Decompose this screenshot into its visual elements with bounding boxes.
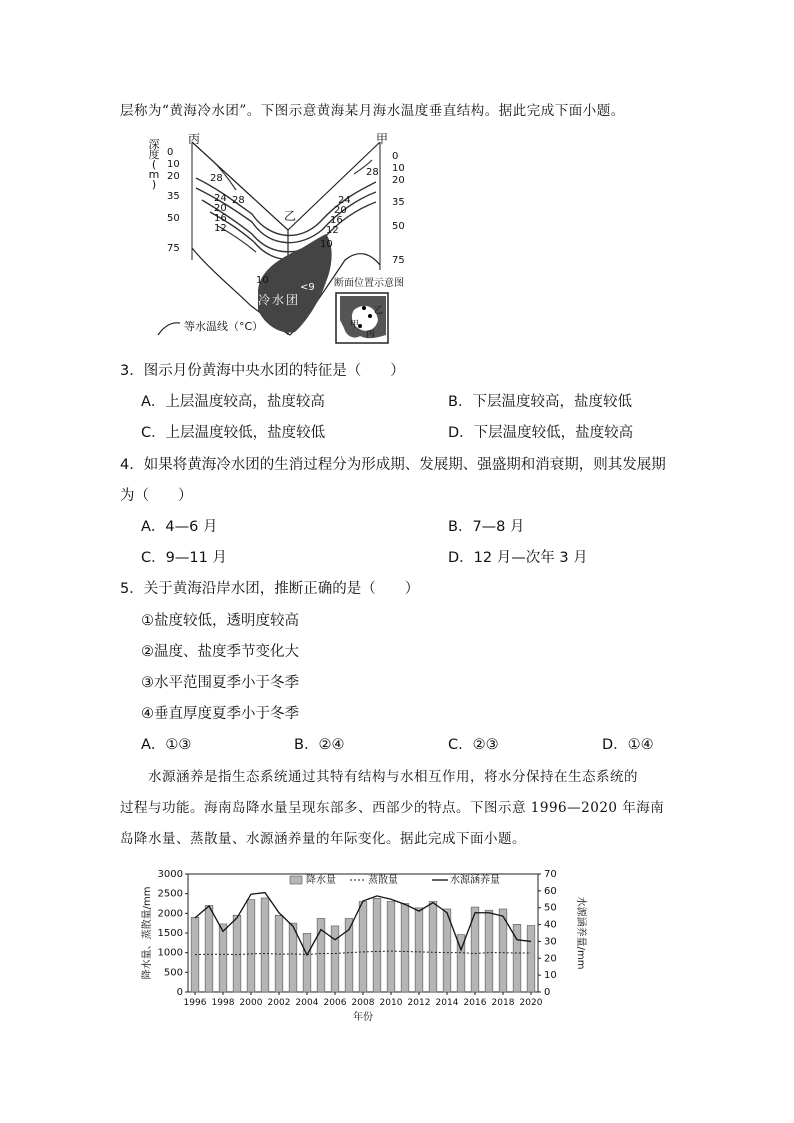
x-tick-label: 2008	[351, 998, 375, 1008]
y-tick-label: 500	[163, 967, 183, 979]
precipitation-bar	[429, 902, 437, 992]
intro-text-1: 层称为“黄海冷水团”。下图示意黄海某月海水温度垂直结构。据此完成下面小题。	[120, 103, 625, 119]
precipitation-bar	[331, 926, 339, 992]
question-4-stem-cont: 为（ ）	[120, 488, 193, 504]
y-tick-label: 1500	[157, 928, 183, 939]
precipitation-bar	[387, 902, 395, 992]
question-5-statement-3: ③水平范围夏季小于冬季	[141, 675, 299, 691]
intro-text-2-line-3: 岛降水量、蒸散量、水源涵养量的年际变化。据此完成下面小题。	[120, 831, 526, 847]
precipitation-bar	[359, 902, 367, 992]
depth-tick-right: 10	[392, 163, 405, 174]
question-5-statement-2: ②温度、盐度季节变化大	[141, 644, 299, 660]
legend-label-evapotranspiration: 蒸散量	[368, 875, 398, 886]
isotherm-label: 12	[214, 223, 227, 234]
question-4-stem: 4．如果将黄海冷水团的生消过程分为形成期、发展期、强盛期和消衰期，则其发展期	[120, 457, 666, 473]
chart-svg	[138, 862, 588, 1022]
precipitation-bar	[527, 926, 535, 992]
y2-tick-label: 0	[544, 987, 551, 998]
precipitation-bar	[401, 904, 409, 993]
precipitation-bar	[247, 900, 255, 992]
depth-tick-left: 10	[167, 159, 180, 170]
y-tick-label: 2000	[157, 908, 183, 920]
x-tick-label: 2012	[407, 998, 431, 1008]
question-3-option-d[interactable]: D．下层温度较低，盐度较高	[448, 425, 634, 441]
y2-tick-label: 20	[544, 953, 557, 965]
depth-tick-right: 50	[392, 221, 405, 232]
depth-tick-left: 75	[167, 243, 180, 254]
y2-axis-title: 水源涵养量/mm	[575, 896, 586, 970]
question-3-stem: 3．图示月份黄海中央水团的特征是（ ）	[120, 363, 405, 379]
question-3-option-b[interactable]: B．下层温度较高，盐度较低	[448, 394, 632, 410]
precipitation-bar	[373, 898, 381, 992]
legend-label-water-conservation: 水源涵养量	[450, 875, 500, 886]
depth-tick-right: 20	[392, 175, 405, 186]
question-4-option-d[interactable]: D．12 月—次年 3 月	[448, 550, 588, 566]
precipitation-bar	[219, 924, 227, 992]
inset-label: 乙	[374, 306, 384, 316]
isotherm-label: 10	[320, 239, 333, 250]
intro-text-2-line-2: 过程与功能。海南岛降水量呈现东部多、西部少的特点。下图示意 1996—2020 年海南	[120, 800, 665, 816]
cold-water-mass-label: 冷水团	[258, 293, 301, 307]
x-tick-label: 2016	[463, 998, 487, 1008]
y-tick-label: 3000	[157, 869, 183, 880]
question-5-statement-1: ①盐度较低，透明度较高	[141, 613, 299, 629]
precipitation-bar	[289, 923, 297, 992]
inset-label: 丙	[366, 330, 376, 340]
x-tick-label: 1996	[183, 998, 207, 1008]
intro-text-2-line-1: 水源涵养是指生态系统通过其特有结构与水相互作用，将水分保持在生态系统的	[148, 769, 638, 785]
isotherm-legend-label: 等水温线（°C）	[184, 320, 264, 333]
question-5-option-a[interactable]: A．①③	[141, 737, 192, 753]
depth-tick-right: 75	[392, 255, 405, 266]
isotherm-label: 20	[334, 205, 347, 216]
question-4-option-b[interactable]: B．7—8 月	[448, 519, 525, 535]
isotherm-label: 24	[214, 193, 227, 204]
cold-water-mass-value: <9	[300, 282, 315, 293]
x-tick-label: 2004	[295, 998, 319, 1008]
depth-tick-left: 50	[167, 213, 180, 224]
question-3-option-c[interactable]: C．上层温度较低，盐度较低	[141, 425, 326, 441]
depth-tick-left: 0	[167, 147, 174, 158]
depth-axis-title: 深 度 ( m )	[148, 138, 160, 191]
x-axis-title: 年份	[353, 1012, 373, 1022]
x-tick-label: 2014	[435, 998, 459, 1008]
y-tick-label: 1000	[157, 947, 183, 959]
question-4-option-a[interactable]: A．4—6 月	[141, 519, 218, 535]
y2-tick-label: 30	[544, 936, 557, 948]
x-tick-label: 2002	[267, 998, 291, 1008]
precipitation-bar	[261, 898, 269, 992]
question-5-option-c[interactable]: C．②③	[448, 737, 499, 753]
question-4-option-c[interactable]: C．9—11 月	[141, 550, 227, 566]
x-tick-label: 2006	[323, 998, 347, 1008]
y2-tick-label: 70	[544, 869, 557, 880]
isotherm-label: 28	[232, 195, 245, 206]
corner-label-yi: 乙	[284, 209, 297, 223]
question-5-statement-4: ④垂直厚度夏季小于冬季	[141, 706, 299, 722]
y-tick-label: 0	[176, 987, 183, 998]
hainan-water-chart	[138, 862, 588, 1022]
isotherm-label: 28	[366, 167, 379, 178]
isotherm-label: 16	[330, 215, 343, 226]
depth-tick-left: 35	[167, 191, 180, 202]
legend-swatch-precipitation	[290, 876, 302, 884]
corner-label-jia: 甲	[376, 132, 389, 146]
isotherm-label: 16	[214, 213, 227, 224]
isotherm-label: 12	[326, 225, 339, 236]
inset-map-title: 断面位置示意图	[334, 278, 404, 289]
y2-tick-label: 10	[544, 970, 557, 982]
precipitation-bar	[303, 933, 311, 992]
isotherm-label: 10	[256, 275, 269, 286]
inset-label: 甲	[350, 320, 360, 330]
question-3-option-a[interactable]: A．上层温度较高，盐度较高	[141, 394, 325, 410]
y-axis-title: 降水量、蒸散量/mm	[142, 886, 153, 980]
x-tick-label: 2000	[239, 998, 263, 1008]
y-tick-label: 2500	[157, 888, 183, 900]
x-tick-label: 2018	[491, 998, 515, 1008]
x-tick-label: 2020	[519, 998, 543, 1008]
precipitation-bar	[233, 915, 241, 992]
y2-tick-label: 40	[544, 919, 557, 931]
depth-tick-left: 20	[167, 171, 180, 182]
y2-tick-label: 50	[544, 902, 557, 914]
figure-temperature-section	[140, 130, 430, 345]
isotherm-label: 28	[210, 173, 223, 184]
y2-tick-label: 60	[544, 885, 557, 897]
isotherm-label: 24	[338, 195, 351, 206]
section-diagram-svg	[140, 130, 430, 345]
precipitation-bar	[415, 908, 423, 992]
precipitation-bar	[485, 910, 493, 992]
precipitation-bar	[205, 905, 213, 992]
isotherm-label: 20	[214, 203, 227, 214]
question-5-stem: 5．关于黄海沿岸水团，推断正确的是（ ）	[120, 581, 420, 597]
question-5-option-d[interactable]: D．①④	[602, 737, 654, 753]
corner-label-bing: 丙	[188, 132, 201, 146]
depth-tick-right: 0	[392, 151, 399, 162]
question-5-option-b[interactable]: B．②④	[294, 737, 345, 753]
legend-label-precipitation: 降水量	[306, 875, 336, 886]
depth-tick-right: 35	[392, 197, 405, 208]
x-tick-label: 1998	[211, 998, 235, 1008]
x-tick-label: 2010	[379, 998, 403, 1008]
